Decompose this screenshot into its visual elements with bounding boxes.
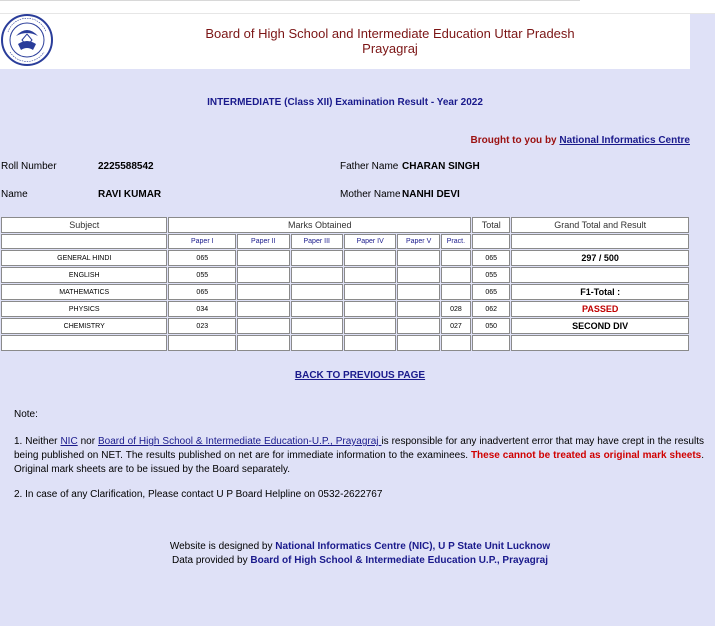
paper-3-header: Paper III (291, 234, 343, 249)
footer-nic: National Informatics Centre (NIC), U P State Unit Lucknow (275, 541, 551, 552)
grand-total-value: 297 / 500 (511, 250, 689, 266)
total-header: Total (472, 217, 510, 233)
footer-designed-by: Website is designed by (169, 541, 276, 552)
name-label: Name (1, 189, 28, 200)
disclaimer-warning: These cannot be treated as original mark sheets (470, 450, 702, 461)
brought-to-you (471, 135, 690, 146)
marks-obtained-header: Marks Obtained (168, 217, 471, 233)
total-cell: 065 (472, 250, 510, 266)
blank-cell (511, 234, 689, 249)
empty-cell (397, 318, 439, 334)
note-2: 2. In case of any Clarification, Please contact U P Board Helpline on 0532-2622767 (14, 489, 383, 500)
table-row-empty (1, 335, 689, 351)
up-govt-emblem-icon (0, 14, 54, 66)
paper-4-header: Paper IV (344, 234, 396, 249)
paper-1-cell: 023 (168, 318, 236, 334)
blank-cell (1, 234, 167, 249)
practical-cell (441, 250, 471, 266)
empty-cell (1, 335, 167, 351)
empty-cell (397, 335, 439, 351)
board-link[interactable]: Board of High School & Intermediate Education-U.P., Prayagraj (98, 436, 382, 447)
blank-cell (472, 234, 510, 249)
board-title-line1: Board of High School and Intermediate Education Uttar Pradesh (205, 26, 575, 41)
table-row (1, 318, 689, 334)
subject-cell: CHEMISTRY (1, 318, 167, 334)
marks-header-row (1, 217, 689, 233)
board-title (110, 26, 670, 56)
empty-cell (511, 335, 689, 351)
table-row (1, 267, 689, 283)
back-to-previous-link[interactable]: BACK TO PREVIOUS PAGE (294, 370, 426, 381)
empty-cell (344, 284, 396, 300)
result-page (0, 14, 715, 626)
table-row (1, 301, 689, 317)
empty-cell (237, 250, 289, 266)
note1-text-a: 1. Neither (14, 436, 61, 447)
page-header (0, 14, 690, 69)
marks-table (0, 216, 690, 352)
subject-cell: GENERAL HINDI (1, 250, 167, 266)
empty-cell (397, 301, 439, 317)
note1-text-d: . Original mark sheets are to be issued by the Board separately. (14, 450, 704, 475)
mother-name-label: Mother Name (340, 189, 401, 200)
note-label: Note: (14, 409, 38, 420)
name-value: RAVI KUMAR (98, 189, 162, 200)
total-cell: 050 (472, 318, 510, 334)
empty-cell (237, 335, 289, 351)
empty-cell (168, 335, 236, 351)
exam-title: INTERMEDIATE (Class XII) Examination Result - Year 2022 (207, 97, 483, 108)
subject-header: Subject (1, 217, 167, 233)
result-status: PASSED (511, 301, 689, 317)
empty-cell (237, 284, 289, 300)
practical-cell (441, 267, 471, 283)
nic-link[interactable]: NIC (60, 436, 78, 447)
subject-cell: ENGLISH (1, 267, 167, 283)
empty-cell (291, 318, 343, 334)
mother-name-value: NANHI DEVI (402, 189, 460, 200)
father-name-value: CHARAN SINGH (402, 161, 480, 172)
note1-text-b: nor (77, 436, 99, 447)
empty-cell (344, 335, 396, 351)
note-1 (14, 435, 704, 477)
page-footer (0, 540, 715, 568)
practical-cell: 027 (441, 318, 471, 334)
subject-cell: PHYSICS (1, 301, 167, 317)
father-name-label: Father Name (340, 161, 399, 172)
footer-line-2 (0, 554, 715, 568)
grand-total-header: Grand Total and Result (511, 217, 689, 233)
empty-cell (344, 267, 396, 283)
empty-cell (291, 284, 343, 300)
practical-cell: 028 (441, 301, 471, 317)
total-cell: 065 (472, 284, 510, 300)
empty-cell (441, 335, 471, 351)
f1-total-cell: F1-Total : (511, 284, 689, 300)
empty-cell (397, 267, 439, 283)
paper-2-header: Paper II (237, 234, 289, 249)
roll-number-label: Roll Number (1, 161, 57, 172)
paper-1-cell: 065 (168, 284, 236, 300)
board-title-line2: Prayagraj (362, 41, 418, 56)
footer-data-by: Data provided by (171, 555, 251, 566)
empty-cell (237, 301, 289, 317)
empty-cell (237, 318, 289, 334)
empty-cell (397, 250, 439, 266)
empty-cell (291, 335, 343, 351)
paper-1-cell: 055 (168, 267, 236, 283)
paper-1-header: Paper I (168, 234, 236, 249)
total-cell: 062 (472, 301, 510, 317)
empty-cell (291, 267, 343, 283)
note1-text-c: is responsible for any inadvertent error that may have crept in the results being published on NET. The results published on net are for immediate information to the examinees. (14, 436, 704, 461)
table-row (1, 284, 689, 300)
paper-5-header: Paper V (397, 234, 439, 249)
roll-number-value: 2225588542 (98, 161, 154, 172)
empty-cell (344, 318, 396, 334)
nic-link[interactable]: National Informatics Centre (559, 135, 690, 146)
empty-cell (291, 250, 343, 266)
paper-1-cell: 034 (168, 301, 236, 317)
top-border (0, 0, 580, 1)
empty-cell (472, 335, 510, 351)
empty-cell (291, 301, 343, 317)
table-row (1, 250, 689, 266)
empty-cell (397, 284, 439, 300)
paper-1-cell: 065 (168, 250, 236, 266)
empty-cell (344, 250, 396, 266)
division-cell: SECOND DIV (511, 318, 689, 334)
paper-header-row (1, 234, 689, 249)
empty-cell (237, 267, 289, 283)
total-cell: 055 (472, 267, 510, 283)
result-cell (511, 267, 689, 283)
empty-cell (344, 301, 396, 317)
practical-header: Pract. (441, 234, 471, 249)
subject-cell: MATHEMATICS (1, 284, 167, 300)
practical-cell (441, 284, 471, 300)
footer-board: Board of High School & Intermediate Education U.P., Prayagraj (250, 555, 549, 566)
footer-line-1 (0, 540, 715, 554)
brought-prefix: Brought to you by (470, 135, 560, 146)
